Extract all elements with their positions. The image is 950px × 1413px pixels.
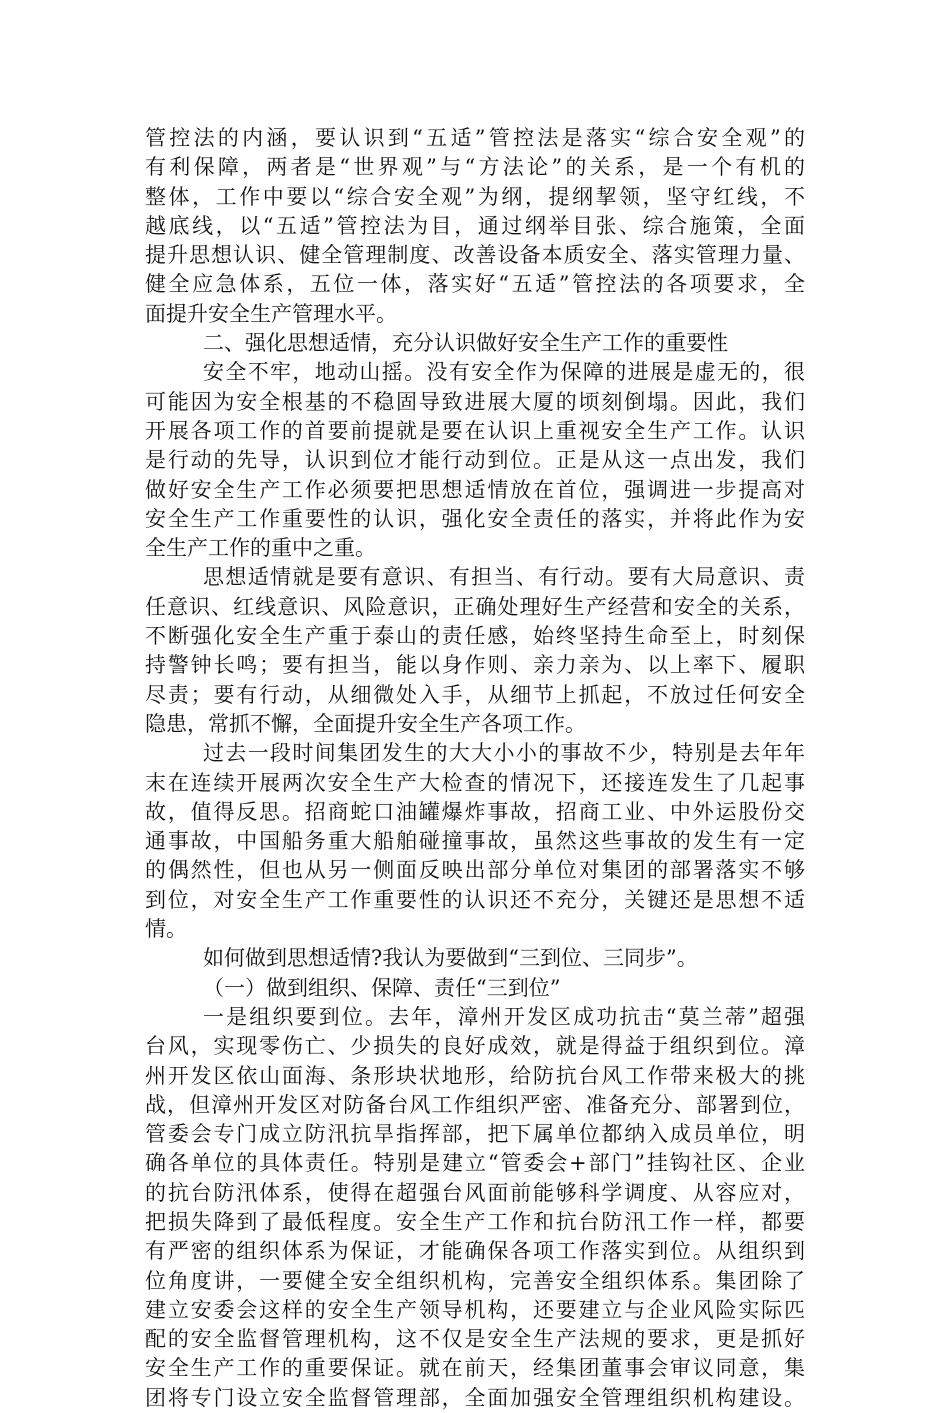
text-line: 越底线，以“五适”管控法为目，通过纲举目张、综合施策，全面 xyxy=(145,213,805,238)
paragraph xyxy=(145,739,805,944)
text-line: 不断强化安全生产重于泰山的责任感，始终坚持生命至上，时刻保 xyxy=(145,624,805,649)
text-line: 确各单位的具体责任。特别是建立“管委会+部门”挂钩社区、企业 xyxy=(145,1151,805,1176)
text-line: 思想适情就是要有意识、有担当、有行动。要有大局意识、责 xyxy=(203,565,805,590)
text-line: 安全不牢，地动山摇。没有安全作为保障的进展是虚无的，很 xyxy=(203,360,805,385)
paragraph xyxy=(145,944,805,973)
subsection-heading xyxy=(145,974,805,1003)
text-line: 有利保障，两者是“世界观”与“方法论”的关系，是一个有机的 xyxy=(145,155,805,180)
text-line: 做好安全生产工作必须要把思想适情放在首位，强调进一步提高对 xyxy=(145,477,805,502)
text-line: 是行动的先导，认识到位才能行动到位。正是从这一点出发，我们 xyxy=(145,448,805,473)
text-line: 情。 xyxy=(145,917,187,942)
text-line: 的抗台防汛体系，使得在超强台风面前能够科学调度、从容应对， xyxy=(145,1180,805,1205)
text-line: 管控法的内涵，要认识到“五适”管控法是落实“综合安全观”的 xyxy=(145,126,805,150)
text-line: 台风，实现零伤亡、少损失的良好成效，就是得益于组织到位。漳 xyxy=(145,1034,805,1059)
paragraph xyxy=(145,563,805,739)
document-body xyxy=(145,124,805,1413)
text-line: 如何做到思想适情?我认为要做到“三到位、三同步”。 xyxy=(203,946,698,971)
text-line: 全生产工作的重中之重。 xyxy=(145,536,376,561)
text-line: 建立安委会这样的安全生产领导机构，还要建立与企业风险实际匹 xyxy=(145,1297,805,1322)
text-line: 面提升安全生产管理水平。 xyxy=(145,301,397,326)
text-line: 到位，对安全生产工作重要性的认识还不充分，关键还是思想不适 xyxy=(145,887,805,912)
text-line: 安全生产工作重要性的认识，强化安全责任的落实，并将此作为安 xyxy=(145,506,805,531)
text-line: 战，但漳州开发区对防备台风工作组织严密、准备充分、部署到位， xyxy=(145,1092,805,1117)
text-line: 的偶然性，但也从另一侧面反映出部分单位对集团的部署落实不够 xyxy=(145,858,805,883)
text-line: 健全应急体系，五位一体，落实好“五适”管控法的各项要求，全 xyxy=(145,272,805,297)
paragraph xyxy=(145,1003,805,1413)
text-line: 末在连续开展两次安全生产大检查的情况下，还接连发生了几起事 xyxy=(145,770,805,795)
text-line: 故，值得反思。招商蛇口油罐爆炸事故，招商工业、中外运股份交 xyxy=(145,799,805,824)
text-line: 通事故，中国船务重大船舶碰撞事故，虽然这些事故的发生有一定 xyxy=(145,829,805,854)
paragraph xyxy=(145,358,805,563)
text-line: 位角度讲，一要健全安全组织机构，完善安全组织体系。集团除了 xyxy=(145,1268,805,1293)
paragraph-continuation xyxy=(145,124,805,329)
text-line: 把损失降到了最低程度。安全生产工作和抗台防汛工作一样，都要 xyxy=(145,1209,805,1234)
text-line: 开展各项工作的首要前提就是要在认识上重视安全生产工作。认识 xyxy=(145,418,805,443)
text-line: 尽责；要有行动，从细微处入手，从细节上抓起，不放过任何安全 xyxy=(145,682,805,707)
text-line: 隐患，常抓不懈，全面提升安全生产各项工作。 xyxy=(145,711,586,736)
heading-line: （一）做到组织、保障、责任“三到位” xyxy=(203,975,561,1000)
text-line: 团将专门设立安全监督管理部，全面加强安全管理组织机构建设。 xyxy=(145,1385,805,1410)
text-line: 有严密的组织体系为保证，才能确保各项工作落实到位。从组织到 xyxy=(145,1239,805,1264)
section-heading xyxy=(145,329,805,358)
text-line: 管委会专门成立防汛抗旱指挥部，把下属单位都纳入成员单位，明 xyxy=(145,1122,805,1147)
text-line: 提升思想认识、健全管理制度、改善设备本质安全、落实管理力量、 xyxy=(145,243,805,268)
text-line: 过去一段时间集团发生的大大小小的事故不少，特别是去年年 xyxy=(203,741,805,766)
text-line: 可能因为安全根基的不稳固导致进展大厦的顷刻倒塌。因此，我们 xyxy=(145,389,805,414)
text-line: 配的安全监督管理机构，这不仅是安全生产法规的要求，更是抓好 xyxy=(145,1327,805,1352)
heading-line: 二、强化思想适情，充分认识做好安全生产工作的重要性 xyxy=(203,331,728,356)
text-line: 一是组织要到位。去年，漳州开发区成功抗击“莫兰蒂”超强 xyxy=(203,1004,805,1029)
text-line: 整体，工作中要以“综合安全观”为纲，提纲挈领，坚守红线，不 xyxy=(145,184,805,209)
text-line: 州开发区依山面海、条形块状地形，给防抗台风工作带来极大的挑 xyxy=(145,1063,805,1088)
text-line: 安全生产工作的重要保证。就在前天，经集团董事会审议同意，集 xyxy=(145,1356,805,1381)
text-line: 持警钟长鸣；要有担当，能以身作则、亲力亲为、以上率下、履职 xyxy=(145,653,805,678)
text-line: 任意识、红线意识、风险意识，正确处理好生产经营和安全的关系， xyxy=(145,594,805,619)
